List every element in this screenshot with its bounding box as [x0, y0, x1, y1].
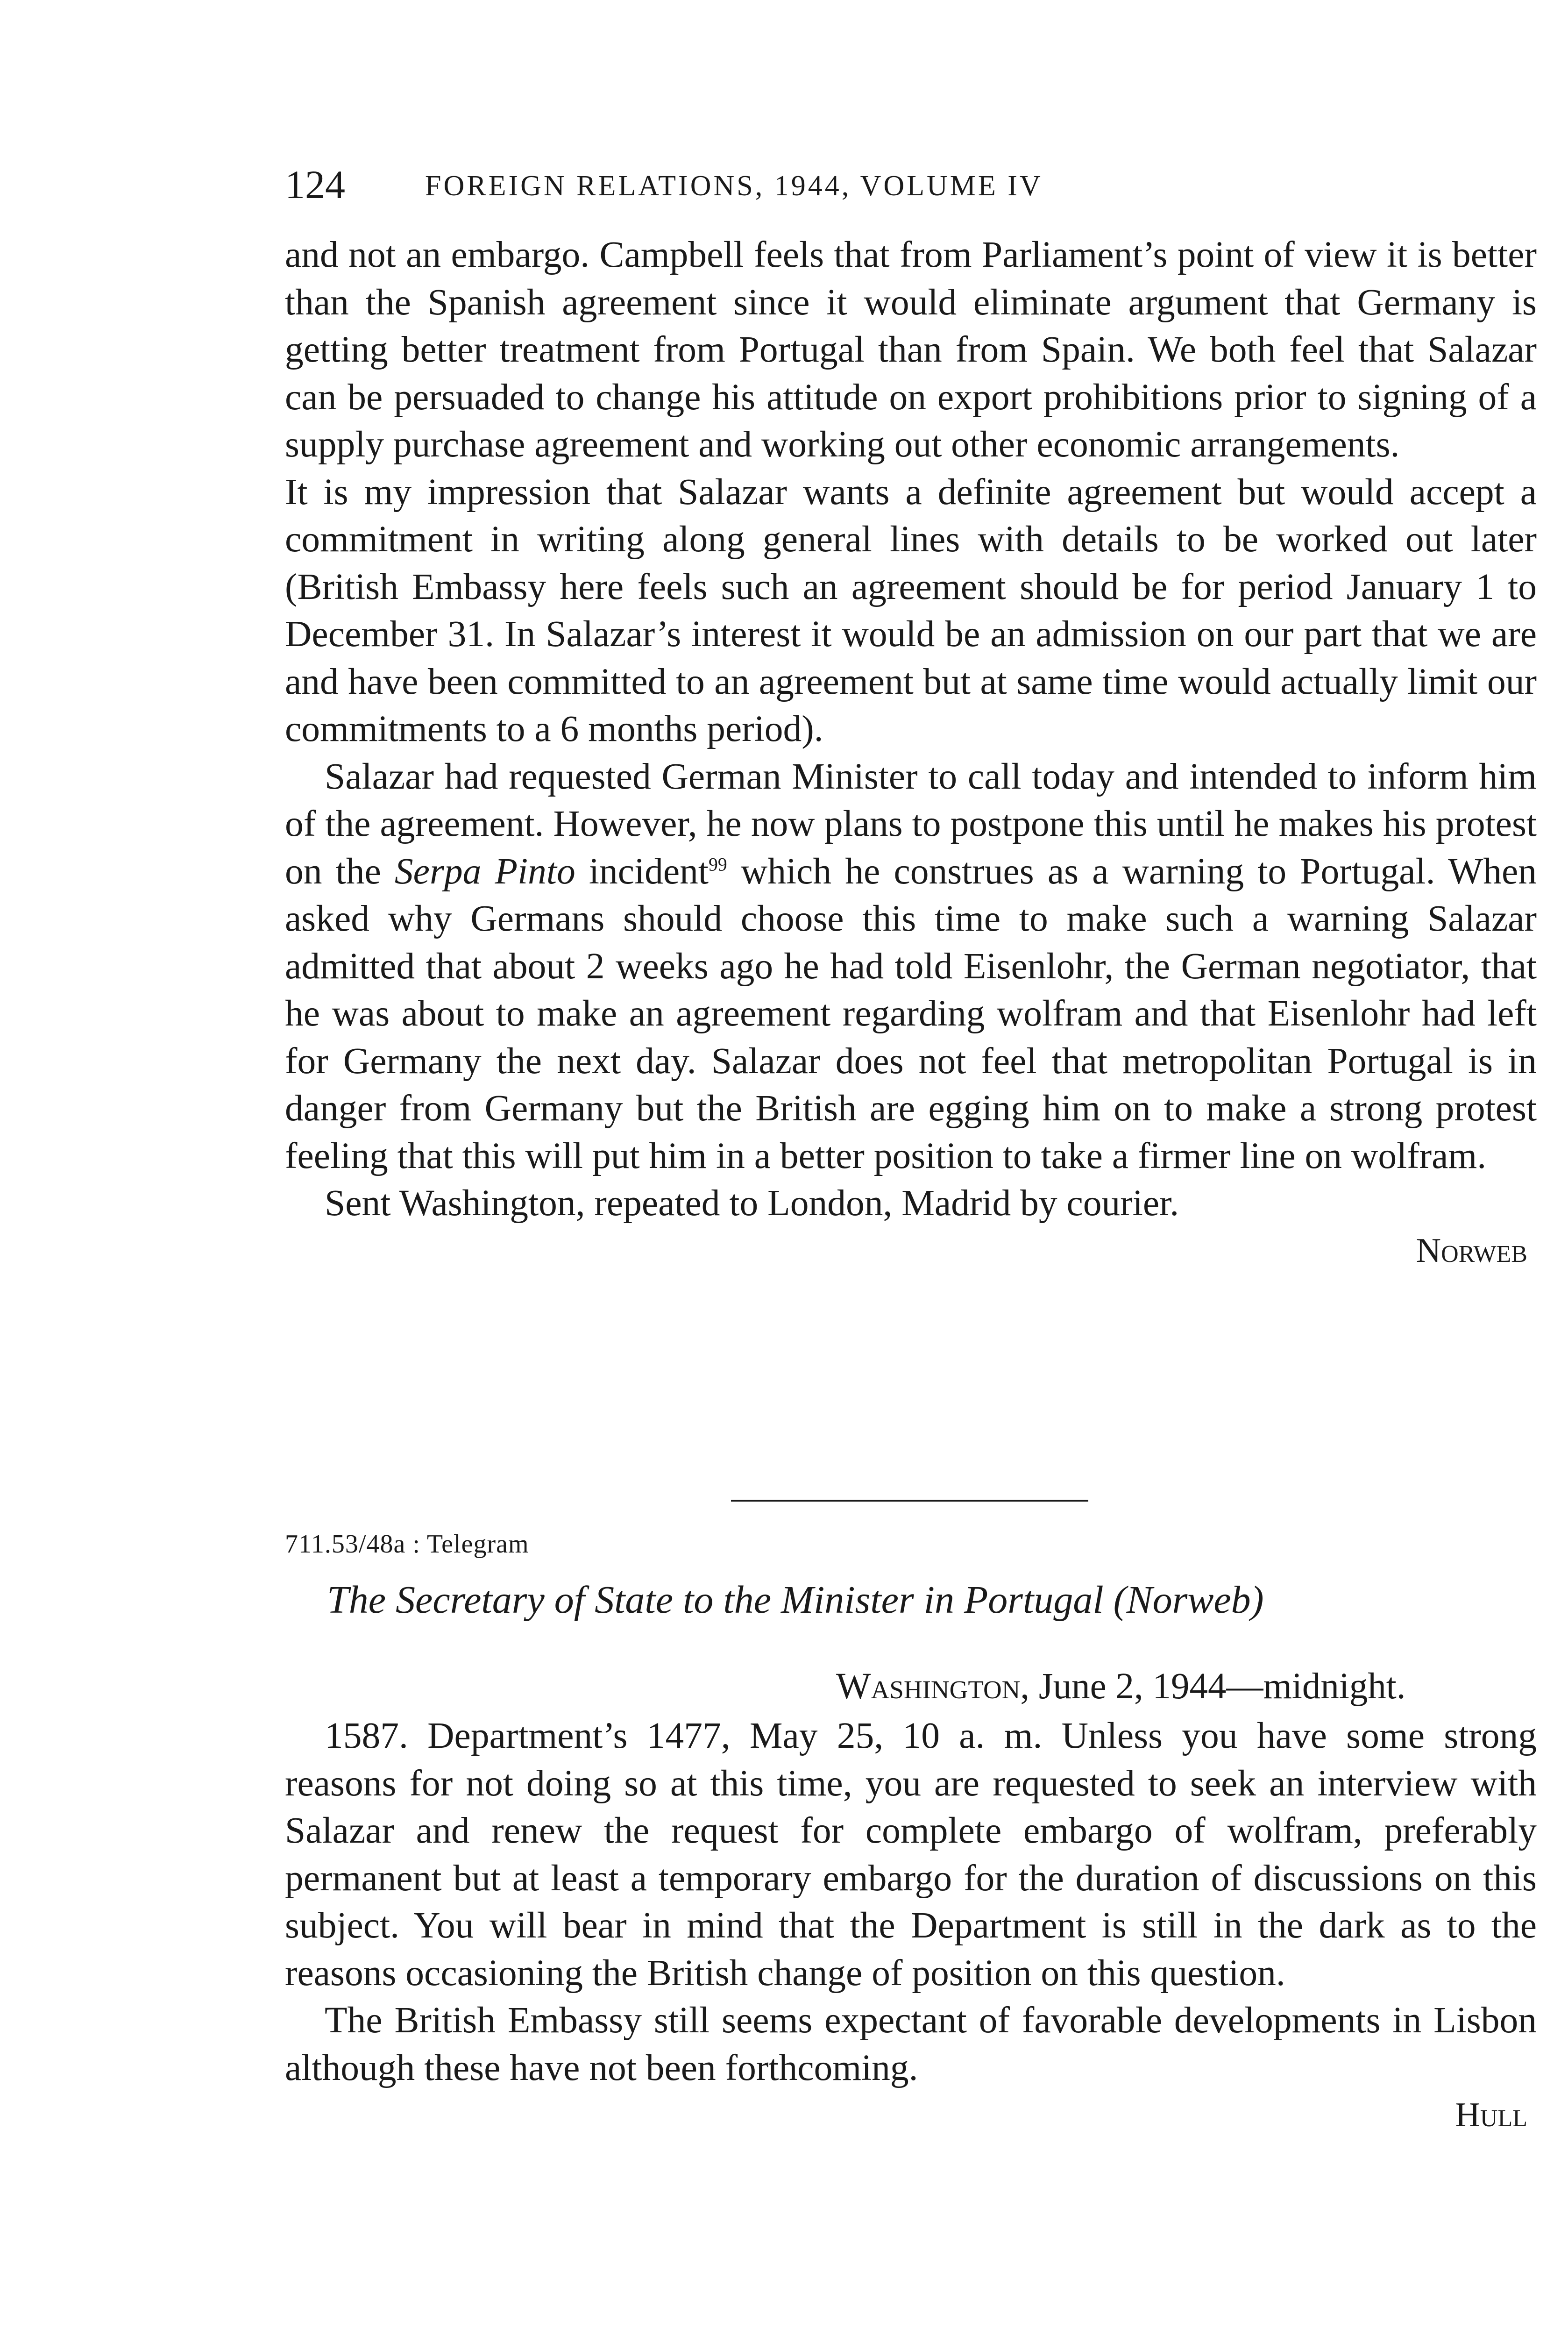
previous-document-body [285, 231, 1537, 1275]
dateline [836, 1663, 1406, 1710]
paragraph-continuation: and not an embargo. Campbell feels that from Parliament’s point of view it is better than the Spanish agreement since it would eliminate argument that Germany is getting better treatment from Portugal than from Spain. We both feel that Salazar can be persuaded to change his attitude on export prohibitions prior to signing of a supply purchase agreement and working out other economic arrangements. [285, 234, 1537, 465]
page-header [285, 161, 1268, 208]
dateline-date: June 2, 1944—midnight. [1038, 1666, 1406, 1707]
paragraph: 1587. Department’s 1477, May 25, 10 a. m. Unless you have some strong reasons for not doing so at this time, you are requested to seek an interview with Salazar and renew the request for complete embargo of wolfram, preferably permanent but at least a temporary embargo for the duration of discussions on this subject. You will bear in mind that the Department is still in the dark as to the reasons occasioning the British change of position on this question. [285, 1715, 1537, 1994]
file-reference: 711.53/48a : Telegram [285, 1530, 529, 1559]
dateline-place: Washington, [836, 1666, 1030, 1707]
paragraph: The British Embassy still seems expectant of favorable developments in Lisbon although these have not been forthcoming. [285, 2000, 1537, 2088]
document-title: The Secretary of State to the Minister in Portugal (Norweb) [327, 1578, 1264, 1622]
paragraph: It is my impression that Salazar wants a definite agreement but would accept a commitment in writing along general lines with details to be worked out later (British Embassy here feels such an agreement should be for period January 1 to December 31. In Salazar’s interest it would be an admission on our part that we are and have been committed to an agreement but at same time would actually limit our commitments to a 6 months period). [285, 471, 1537, 749]
telegram-body [285, 1712, 1537, 2139]
section-divider [731, 1500, 1088, 1502]
paragraph: Salazar had requested German Minister to call today and intended to inform him of the agreement. However, he now plans to postpone this until he makes his protest on the Serpa Pinto incident$^{99}$ which he construes as a warning to Portugal. When asked why Germans should choose this time to make such a warning Salazar admitted that about 2 weeks ago he had told Eisenlohr, the German negotiator, that he was about to make an agreement regarding wolfram and that Eisenlohr had left for Germany the next day. Salazar does not feel that metropolitan Portugal is in danger from Germany but the British are egging him on to make a strong protest feeling that this will put him in a better position to take a firmer line on wolfram. [285, 755, 1537, 1176]
running-title: FOREIGN RELATIONS, 1944, VOLUME IV [425, 170, 1043, 202]
signature-norweb: Norweb [1416, 1231, 1527, 1270]
paragraph: Sent Washington, repeated to London, Madrid by courier. [325, 1182, 1179, 1224]
ship-name: Serpa Pinto [394, 850, 575, 892]
page-number: 124 [285, 162, 345, 207]
footnote-ref: 99 [708, 854, 727, 875]
signature-hull: Hull [1455, 2096, 1527, 2134]
